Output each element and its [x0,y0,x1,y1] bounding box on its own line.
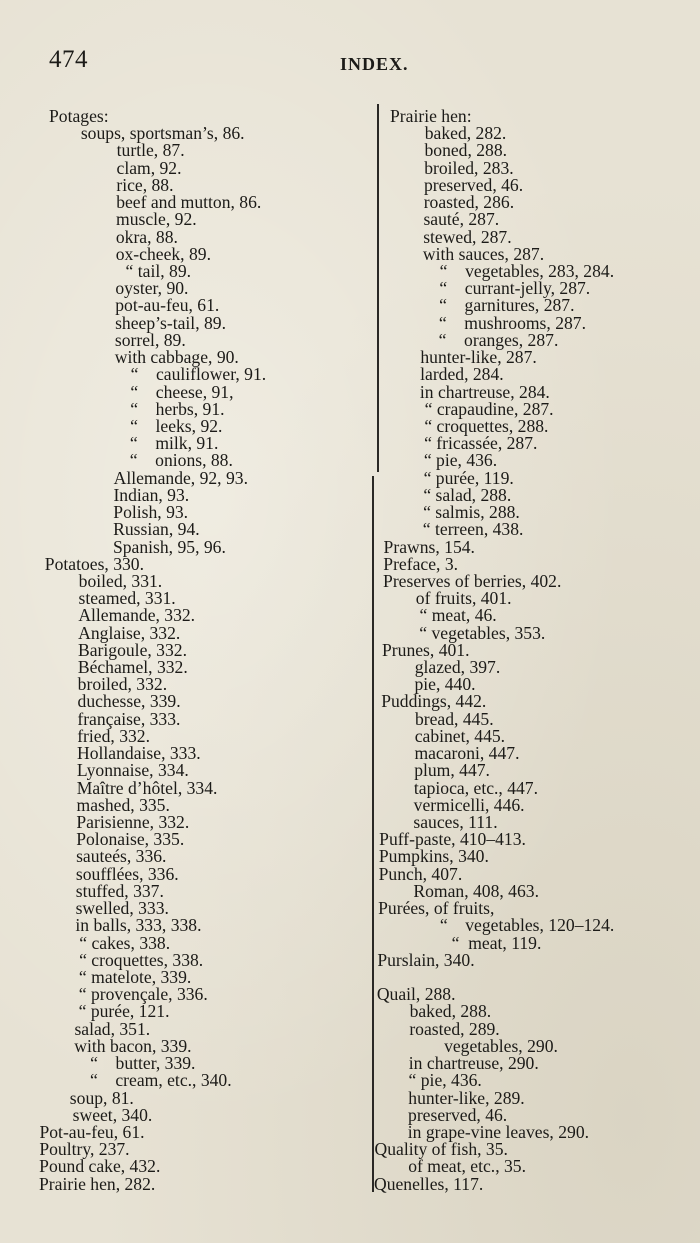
index-entry-right: “ salad, 288. [423,484,512,505]
index-entry-right: “ croquettes, 288. [424,415,549,436]
index-entry-right: in chartreuse, 284. [419,381,550,402]
index-entry-left: Poultry, 237. [39,1139,130,1160]
index-entry-right: “ salmis, 288. [423,502,520,523]
index-entry-left: “ butter, 339. [90,1053,196,1074]
index-entry-left: duchesse, 339. [77,691,181,712]
index-entry-right: Prunes, 401. [382,639,470,660]
index-entry-left: “ onions, 88. [129,450,233,471]
index-entry-left: mashed, 335. [76,794,170,815]
index-entry-left: salad, 351. [74,1018,151,1039]
index-entry-right: roasted, 286. [423,192,515,213]
index-entry-right: Purées, of fruits, [378,898,495,919]
index-entry-left: okra, 88. [115,226,178,247]
index-entry-right: “ meat, 46. [419,605,497,626]
index-entry-right: boned, 288. [424,140,508,161]
index-entry-right: broiled, 283. [424,157,514,178]
index-entry-right: “ currant-jelly, 287. [439,278,591,299]
index-entry-left: “ cream, etc., 340. [89,1070,232,1091]
index-entry-left: Anglaise, 332. [78,622,181,643]
index-entry-left: soufflées, 336. [75,863,179,884]
index-entry-right: in chartreuse, 290. [408,1053,539,1074]
index-entry-right: “ pie, 436. [408,1070,482,1091]
index-entry-left: sheep’s-tail, 89. [115,312,226,333]
index-entry-left: boiled, 331. [78,570,163,591]
index-entry-left: Maître d’hôtel, 334. [76,777,218,798]
index-entry-right: in grape-vine leaves, 290. [407,1121,590,1142]
index-entry-left: Pound cake, 432. [39,1156,161,1177]
index-entry-left: Allemande, 332. [78,605,196,626]
column-divider-bottom [372,476,374,1192]
index-entry-left: “ cauliflower, 91. [130,364,267,385]
index-entry-left: “ cheese, 91, [130,381,234,402]
index-entry-right: “ vegetables, 120–124. [439,915,615,936]
index-entry-left: sweet, 340. [72,1104,153,1125]
index-entry-left: steamed, 331. [78,588,176,609]
index-entry-right: Quality of fish, 35. [374,1139,508,1160]
index-entry-left: Potatoes, 330. [44,553,145,574]
index-entry-left: swelled, 333. [75,898,169,919]
index-entry-right: cabinet, 445. [414,725,506,746]
page-number: 474 [49,46,88,73]
index-entry-left: in balls, 333, 338. [75,915,202,936]
index-entry-left: pot-au-feu, 61. [115,295,220,316]
index-entry-right: Pumpkins, 340. [378,846,489,867]
index-entry-right: “ oranges, 287. [438,329,559,350]
index-entry-left: with cabbage, 90. [114,347,239,368]
index-entry-right: “ crapaudine, 287. [424,398,554,419]
index-entry-left: turtle, 87. [116,140,185,161]
index-entry-right: “ mushrooms, 287. [438,312,586,333]
index-entry-right: stewed, 287. [423,226,512,247]
index-entry-right: tapioca, etc., 447. [413,777,539,798]
index-entry-left: Polonaise, 335. [76,829,185,850]
index-entry-right: “ purée, 119. [423,467,514,488]
index-entry-right: Preserves of berries, 402. [383,570,562,591]
index-entry-right: Prawns, 154. [383,536,475,557]
index-entry-left: fried, 332. [77,725,150,746]
index-entry-right: Quenelles, 117. [374,1173,484,1194]
index-entry-left: ox-cheek, 89. [115,243,211,264]
index-entry-right: “ garnitures, 287. [439,295,575,316]
index-entry-left: Spanish, 95, 96. [112,536,226,557]
index-entry-right: “ terreen, 438. [422,519,524,540]
index-entry-right: “ fricassée, 287. [424,433,538,454]
index-entry-right: “ pie, 436. [423,450,498,471]
index-entry-right: baked, 282. [424,123,507,144]
index-entry-right: with sauces, 287. [422,243,545,264]
index-entry-right: macaroni, 447. [414,743,520,764]
index-entry-right: larded, 284. [420,364,504,385]
index-entry-left: Béchamel, 332. [77,657,188,678]
index-entry-right: sauces, 111. [413,812,498,833]
index-entry-right: preserved, 46. [408,1104,508,1125]
index-entry-right: glazed, 397. [414,657,501,678]
index-entry-right: pie, 440. [414,674,476,695]
index-entry-right: Quail, 288. [376,984,456,1005]
index-entry-left: sauteés, 336. [76,846,167,867]
index-entry-left: broiled, 332. [77,674,168,695]
index-entry-right: Prairie hen: [390,106,472,126]
index-entry-left: with bacon, 339. [74,1035,192,1056]
index-entry-right: “ vegetables, 353. [419,622,546,643]
index-entry-left: rice, 88. [116,174,174,195]
index-entry-left: Russian, 94. [113,519,200,540]
index-entry-left: “ croquettes, 338. [79,949,204,970]
index-entry-left: “ matelote, 339. [78,967,192,987]
index-entry-left: muscle, 92. [116,209,197,230]
column-divider-top [377,104,379,472]
index-entry-left: “ leeks, 92. [130,415,223,436]
index-entry-right: bread, 445. [414,708,494,729]
index-entry-left: Pot-au-feu, 61. [39,1121,145,1142]
index-entry-right: sauté, 287. [423,209,500,230]
index-entry-right: Punch, 407. [378,863,463,884]
index-entry-left: “ purée, 121. [78,1001,170,1022]
index-entry-right: of fruits, 401. [415,588,512,609]
index-entry-right: Roman, 408, 463. [413,880,539,901]
index-entry-left: Potages: [49,106,109,126]
index-entry-right: baked, 288. [409,1001,492,1022]
index-entry-left: sorrel, 89. [114,329,186,350]
index-entry-left: Prairie hen, 282. [39,1173,156,1194]
index-entry-left: clam, 92. [116,157,182,178]
index-entry-right: roasted, 289. [409,1018,500,1039]
index-entry-right: vermicelli, 446. [413,794,525,815]
index-entry-right: Puff-paste, 410–413. [379,829,526,850]
index-entry-left: française, 333. [77,708,181,729]
index-entry-right: hunter-like, 287. [420,347,537,368]
index-entry-left: beef and mutton, 86. [116,192,262,213]
index-entry-left: Indian, 93. [113,484,190,505]
index-entry-left: Polish, 93. [113,502,189,523]
index-entry-right: hunter-like, 289. [408,1087,525,1108]
index-entry-right: Purslain, 340. [377,949,475,970]
index-entry-left: “ milk, 91. [129,433,219,454]
index-entry-left: “ herbs, 91. [130,398,225,419]
index-entry-left: “ tail, 89. [125,260,192,281]
index-entry-left: soup, 81. [69,1087,134,1108]
page-title: INDEX. [340,54,409,74]
index-entry-left: oyster, 90. [115,278,189,299]
index-entry-right: Preface, 3. [383,553,459,574]
index-entry-right: plum, 447. [414,760,490,781]
index-entry-left: “ cakes, 338. [79,932,171,953]
index-entry-right: vegetables, 290. [444,1035,558,1056]
index-entry-right: “ meat, 119. [451,932,542,953]
index-entry-left: Barigoule, 332. [78,639,187,660]
index-entry-left: soups, sportsman’s, 86. [80,123,245,144]
index-entry-right: Puddings, 442. [381,691,487,712]
index-entry-left: Lyonnaise, 334. [76,760,189,781]
index-entry-left: Parisienne, 332. [76,812,190,833]
index-entry-right: “ vegetables, 283, 284. [439,260,615,281]
index-entry-left: stuffed, 337. [75,880,164,901]
index-entry-left: Hollandaise, 333. [77,743,201,764]
index-entry-left: Allemande, 92, 93. [113,467,248,488]
index-entry-right: of meat, etc., 35. [408,1156,526,1177]
index-entry-left: “ provençale, 336. [78,984,208,1005]
index-entry-right: preserved, 46. [423,174,524,195]
